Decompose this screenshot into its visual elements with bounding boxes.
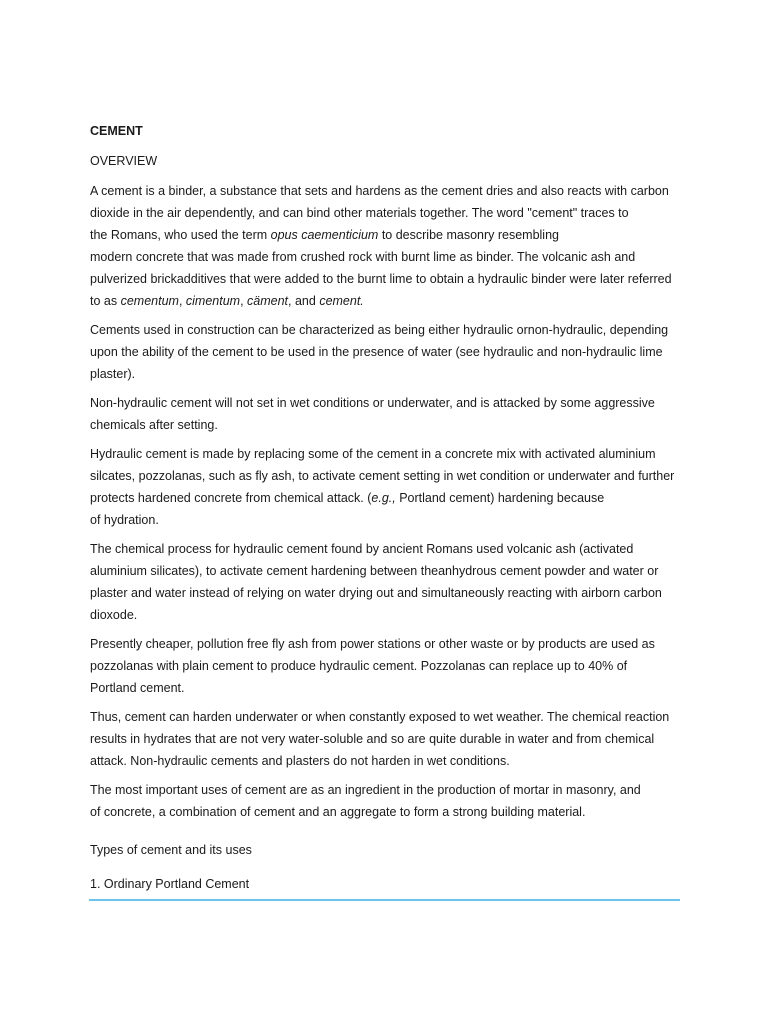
- text-line: silcates, pozzolanas, such as fly ash, to activate cement setting in wet condition or underwater and further: [90, 469, 675, 483]
- horizontal-divider: [89, 899, 680, 901]
- text-line: pulverized brickadditives that were added to the burnt lime to obtain a hydraulic binder were later referred: [90, 272, 672, 286]
- list-item-ordinary-portland-cement: 1. Ordinary Portland Cement: [90, 877, 250, 891]
- text-line: upon the ability of the cement to be used in the presence of water (see hydraulic and non-hydraulic lime: [90, 345, 663, 359]
- text-run: the Romans, who used the term: [90, 228, 271, 242]
- document-title: CEMENT: [90, 124, 143, 138]
- paragraph-classification: [90, 319, 680, 385]
- italic-term: cimentum: [185, 294, 241, 308]
- text-line: Thus, cement can harden underwater or when constantly exposed to wet weather. The chemical reaction: [90, 710, 670, 724]
- text-line: aluminium silicates), to activate cement hardening between theanhydrous cement powder and water or: [90, 564, 659, 578]
- text-run: to describe masonry resembling: [378, 228, 559, 242]
- paragraph-hardening: [90, 706, 680, 772]
- text-run: to as: [90, 294, 121, 308]
- paragraph-chemical-process: [90, 538, 680, 626]
- italic-term: opus caementicium: [270, 228, 379, 242]
- text-line: Hydraulic cement is made by replacing some of the cement in a concrete mix with activated aluminium: [90, 447, 656, 461]
- text-line: dioxode.: [90, 608, 138, 622]
- section-heading-types: Types of cement and its uses: [90, 843, 252, 857]
- text-line: [90, 224, 680, 246]
- italic-term: cementum: [120, 294, 179, 308]
- text-line: Non-hydraulic cement will not set in wet conditions or underwater, and is attacked by some aggressive: [90, 396, 655, 410]
- section-heading-overview: OVERVIEW: [90, 154, 158, 168]
- paragraph-hydraulic: [90, 443, 680, 531]
- text-line: Cements used in construction can be characterized as being either hydraulic ornon-hydraulic, depending: [90, 323, 669, 337]
- text-line: of concrete, a combination of cement and an aggregate to form a strong building material.: [90, 805, 586, 819]
- italic-term: cement.: [319, 294, 364, 308]
- paragraph-uses: [90, 779, 680, 823]
- text-line: results in hydrates that are not very water-soluble and so are quite durable in water and from chemical: [90, 732, 655, 746]
- italic-term: cäment: [247, 294, 289, 308]
- text-run: protects hardened concrete from chemical attack. (: [90, 491, 372, 505]
- text-line: [90, 487, 680, 509]
- text-line: dioxide in the air dependently, and can bind other materials together. The word "cement" traces to: [90, 206, 629, 220]
- text-run: ,: [178, 294, 186, 308]
- text-run: Portland cement) hardening because: [395, 491, 605, 505]
- text-line: The chemical process for hydraulic cement found by ancient Romans used volcanic ash (activated: [90, 542, 634, 556]
- text-run: ,: [240, 294, 248, 308]
- text-line: plaster and water instead of relying on water drying out and simultaneously reacting with airborn carbon: [90, 586, 662, 600]
- text-line: Portland cement.: [90, 681, 185, 695]
- text-line: The most important uses of cement are as an ingredient in the production of mortar in masonry, and: [90, 783, 641, 797]
- text-line: of hydration.: [90, 513, 159, 527]
- paragraph-definition: [90, 180, 680, 312]
- text-line: modern concrete that was made from crushed rock with burnt lime as binder. The volcanic ash and: [90, 250, 636, 264]
- italic-term: e.g.,: [371, 491, 396, 505]
- text-run: , and: [288, 294, 320, 308]
- text-line: chemicals after setting.: [90, 418, 218, 432]
- text-line: pozzolanas with plain cement to produce hydraulic cement. Pozzolanas can replace up to 40% of: [90, 659, 628, 673]
- paragraph-non-hydraulic: [90, 392, 680, 436]
- text-line: attack. Non-hydraulic cements and plasters do not harden in wet conditions.: [90, 754, 510, 768]
- text-line: Presently cheaper, pollution free fly ash from power stations or other waste or by products are used as: [90, 637, 655, 651]
- text-line: plaster).: [90, 367, 136, 381]
- paragraph-fly-ash: [90, 633, 680, 699]
- text-line: A cement is a binder, a substance that sets and hardens as the cement dries and also reacts with carbon: [90, 184, 669, 198]
- document-page: [90, 122, 680, 893]
- text-line: [90, 290, 680, 312]
